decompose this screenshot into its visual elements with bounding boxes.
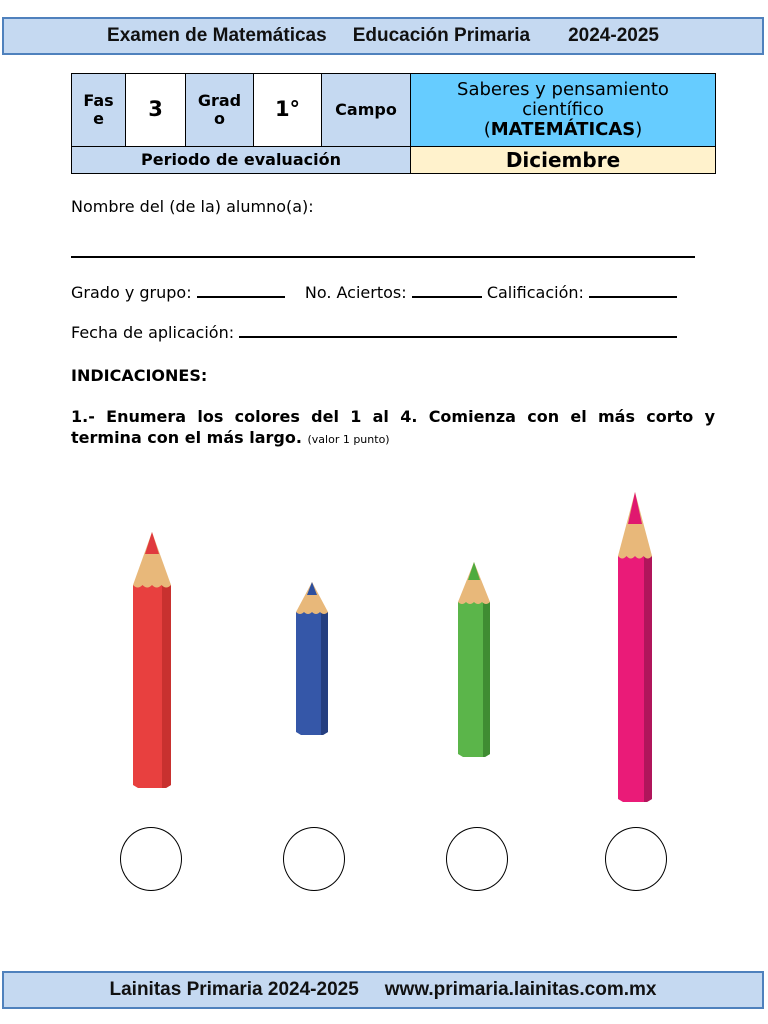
question-1: [71, 406, 715, 450]
indicaciones-heading: INDICACIONES:: [71, 366, 208, 385]
campo-value-line1: Saberes y pensamiento científico: [457, 79, 669, 121]
calificacion-label: Calificación:: [486, 283, 584, 302]
school-year: 2024-2025: [568, 25, 659, 46]
paren-close: ): [635, 118, 643, 140]
footer-url[interactable]: www.primaria.lainitas.com.mx: [384, 979, 657, 1000]
periodo-value: Diciembre: [411, 147, 716, 174]
nombre-blank[interactable]: [71, 256, 695, 258]
exam-info-table: [71, 73, 716, 174]
question-1-valor: (valor 1 punto): [307, 433, 390, 446]
form-row-2: [71, 282, 677, 302]
answer-circle-red[interactable]: [120, 827, 182, 891]
header-banner: [2, 17, 764, 55]
grado-label: Grad o: [186, 74, 254, 147]
campo-subject: MATEMÁTICAS: [490, 118, 636, 140]
grado-grupo-label: Grado y grupo:: [71, 283, 192, 302]
question-1-text: 1.- Enumera los colores del 1 al 4. Comienza con el más corto y termina con el más largo.: [71, 407, 715, 447]
fecha-blank[interactable]: [239, 322, 677, 338]
footer-banner: [2, 971, 764, 1009]
answer-circle-pink[interactable]: [605, 827, 667, 891]
blue-pencil-icon: [292, 580, 332, 740]
aciertos-blank[interactable]: [412, 282, 482, 298]
green-pencil-icon: [454, 560, 494, 760]
grado-grupo-blank[interactable]: [197, 282, 285, 298]
form-row-3: [71, 322, 677, 342]
footer-brand: Lainitas Primaria 2024-2025: [109, 979, 359, 1000]
campo-label: Campo: [322, 74, 411, 147]
fase-label: Fas e: [72, 74, 126, 147]
campo-value: [411, 74, 716, 147]
calificacion-blank[interactable]: [589, 282, 677, 298]
grado-value: 1°: [254, 74, 322, 147]
school-level: Educación Primaria: [352, 25, 531, 46]
exam-title: Examen de Matemáticas: [107, 25, 327, 46]
nombre-label: Nombre del (de la) alumno(a):: [71, 197, 314, 216]
answer-circle-blue[interactable]: [283, 827, 345, 891]
fase-value: 3: [126, 74, 186, 147]
answer-circle-green[interactable]: [446, 827, 508, 891]
paren-open: (: [483, 118, 491, 140]
pink-pencil-icon: [614, 490, 656, 806]
periodo-label: Periodo de evaluación: [72, 147, 411, 174]
red-pencil-icon: [128, 530, 176, 790]
fecha-label: Fecha de aplicación:: [71, 323, 235, 342]
aciertos-label: No. Aciertos:: [304, 283, 407, 302]
